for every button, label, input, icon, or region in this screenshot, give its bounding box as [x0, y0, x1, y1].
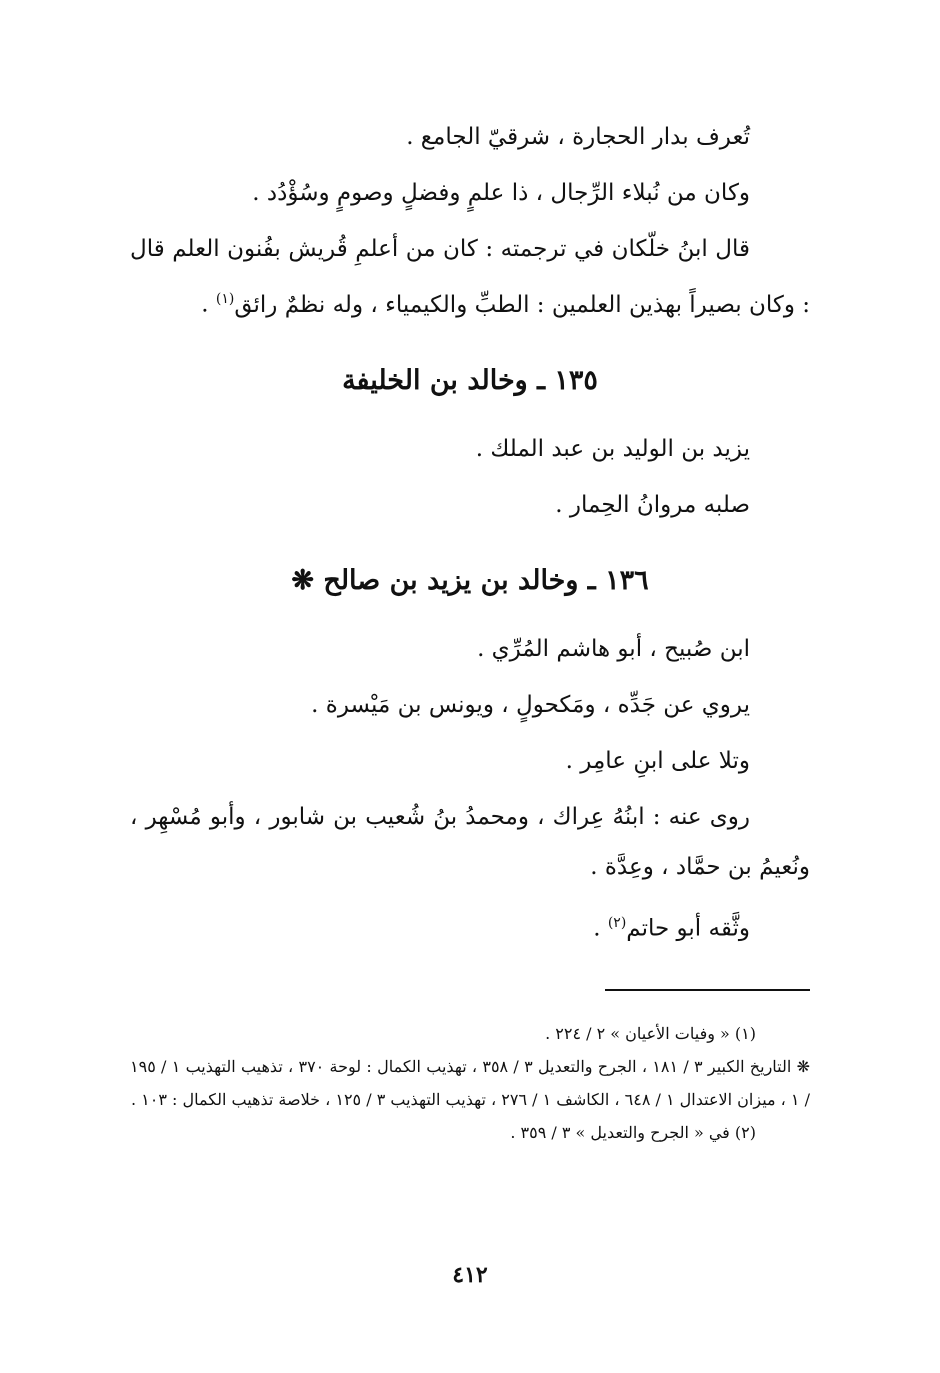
entry-136-line-2: يروي عن جَدِّه ، ومَكحولٍ ، ويونس بن مَيْسرة . — [311, 691, 750, 718]
footnote-1: (١) « وفيات الأعيان » ٢ / ٢٢٤ . — [545, 1024, 756, 1044]
entry-136-heading: ١٣٦ ـ وخالد بن يزيد بن صالح ❋ — [291, 564, 649, 596]
entry-136-line-4-text: روى عنه : ابنُهُ عِراك ، ومحمدُ بنُ شُعيب بن شابور ، وأبو مُسْهِر ، ونُعيمُ بن حمَّاد ، وعِدَّة . — [130, 803, 810, 880]
entry-136-line-3: وتلا على ابنِ عامِر . — [565, 747, 750, 774]
footnote-divider — [605, 989, 810, 991]
entry-136-line-5 — [130, 898, 810, 954]
footnote-ref-1: (١) — [215, 291, 235, 307]
paragraph-3 — [130, 224, 810, 330]
entry-135-heading: ١٣٥ ـ وخالد بن الخليفة — [342, 364, 598, 396]
footnote-ref-2: (٢) — [607, 914, 627, 931]
entry-136-line-4 — [130, 792, 810, 892]
paragraph-3-end: . — [201, 291, 216, 318]
footnote-star-text: ❋ التاريخ الكبير ٣ / ١٨١ ، الجرح والتعديل ٣ / ٣٥٨ ، تهذيب الكمال : لوحة ٣٧٠ ، تذهيب التهذيب ١ / ١٩٥ / ١ ، ميزان الاعتدال ١ / ٦٤٨ ، الكاشف ١ / ٢٧٦ ، تهذيب التهذيب ٣ / ١٢٥ ، خلاصة تذهيب الكمال : ١٠٣ . — [130, 1057, 811, 1110]
entry-136-line-5-text: وثَّقه أبو حاتم — [626, 915, 750, 942]
page-number: ٤١٢ — [452, 1262, 488, 1288]
entry-136-line-5-end: . — [593, 915, 608, 942]
paragraph-2: وكان من نُبلاء الرِّجال ، ذا علمٍ وفضلٍ وصومٍ وسُؤْدُد . — [252, 180, 750, 206]
page-content — [130, 112, 810, 1149]
entry-135-line-2: صلبه مروانُ الحِمار . — [555, 491, 750, 518]
footnote-2: (٢) في « الجرح والتعديل » ٣ / ٣٥٩ . — [510, 1123, 756, 1143]
entry-136-line-1: ابن صُبيح ، أبو هاشم المُرِّي . — [477, 635, 750, 662]
paragraph-3-text: قال ابنُ خلّكان في ترجمته : كان من أعلمِ قُريش بفُنون العلم قال : وكان بصيراً بهذين العلمين : الطبِّ والكيمياء ، وله نظمٌ رائق — [130, 236, 810, 318]
entry-135-line-1: يزيد بن الوليد بن عبد الملك . — [475, 435, 750, 462]
paragraph-1: تُعرف بدار الحجارة ، شرقيّ الجامع . — [406, 124, 750, 150]
footnote-star — [130, 1050, 810, 1116]
footnotes — [130, 1017, 810, 1149]
